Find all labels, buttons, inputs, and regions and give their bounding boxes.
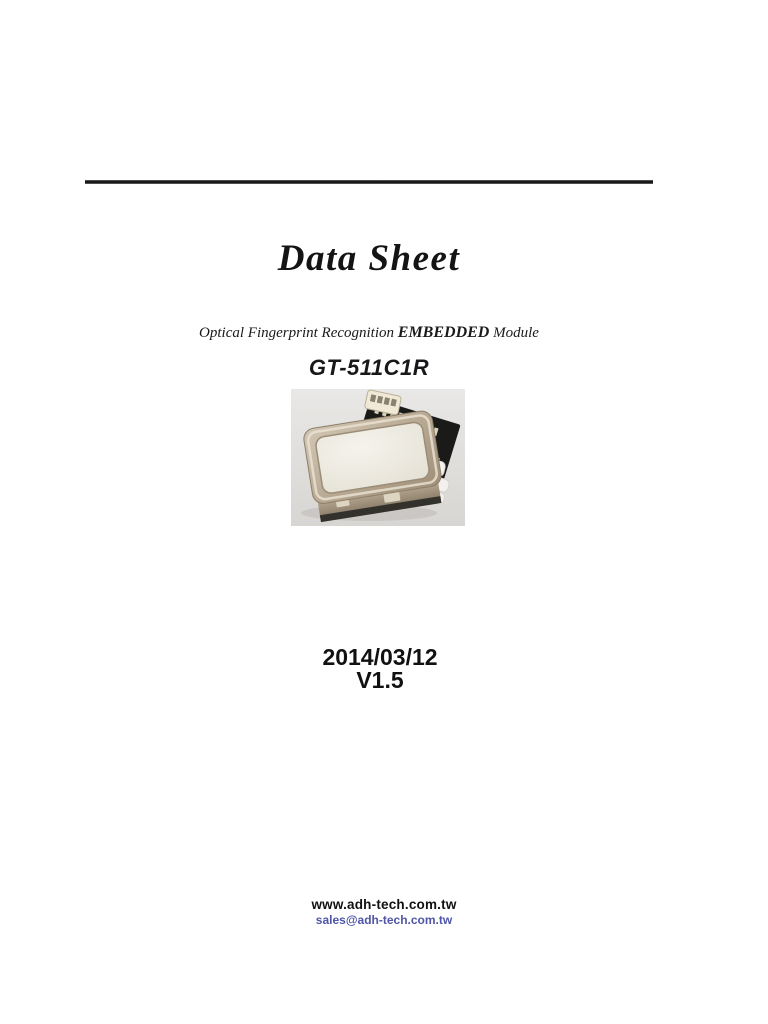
fingerprint-module-image — [291, 389, 465, 526]
sensor-module — [302, 410, 445, 523]
date-version-block — [96, 646, 664, 692]
email-link[interactable]: sales@adh-tech.com.tw — [315, 913, 453, 927]
product-photo — [291, 389, 465, 526]
website-url: www.adh-tech.com.tw — [311, 897, 457, 912]
page-footer — [0, 897, 768, 927]
product-description — [85, 325, 653, 341]
model-number: GT-511C1R — [308, 355, 430, 380]
version-number: V1.5 — [356, 667, 404, 693]
release-date: 2014/03/12 — [322, 644, 438, 670]
embedded-emphasis: EMBEDDED — [397, 324, 490, 341]
description-prefix: Optical Fingerprint Recognition — [199, 325, 398, 341]
header-rule — [85, 180, 653, 184]
document-title: Data Sheet — [277, 238, 461, 279]
description-suffix: Module — [489, 325, 539, 341]
